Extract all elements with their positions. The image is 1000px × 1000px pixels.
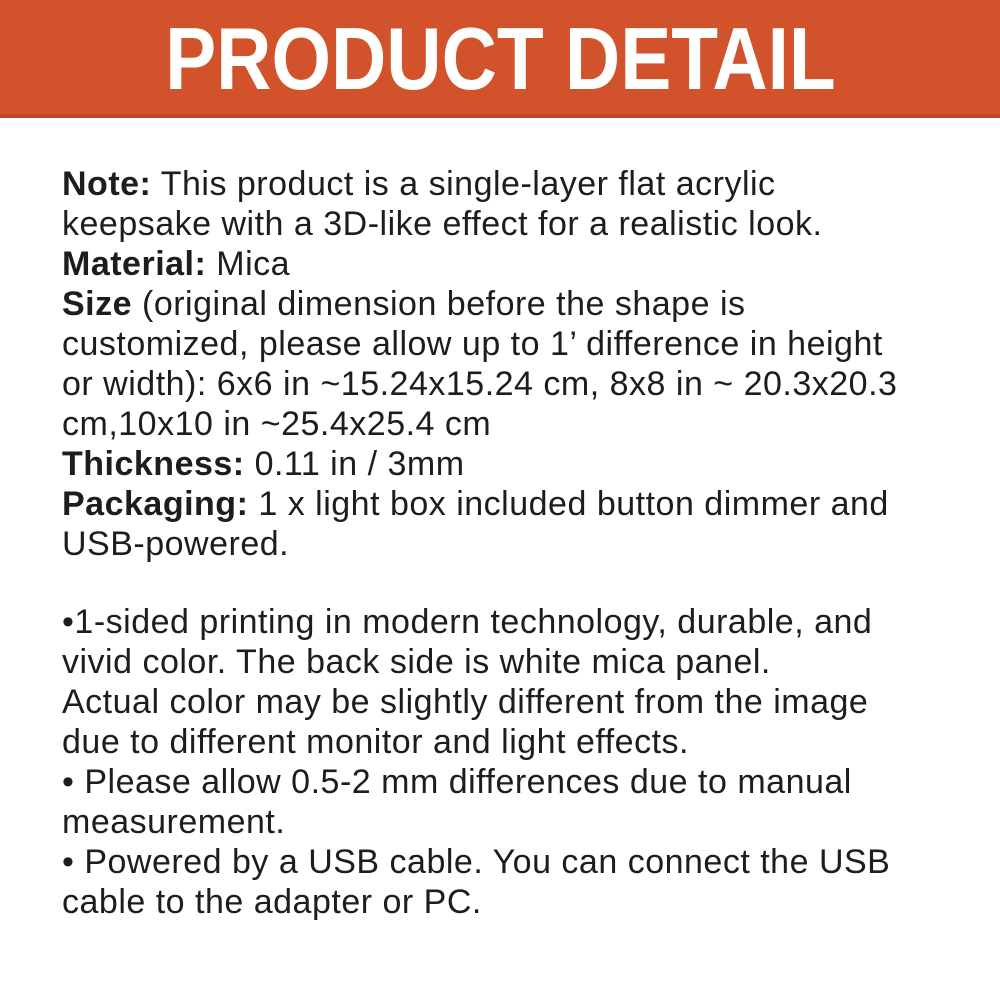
- header-banner: [0, 0, 1000, 118]
- page-title: PRODUCT DETAIL: [164, 9, 836, 108]
- spec-text: 1 x light box included button dimmer and: [248, 485, 889, 523]
- text-line: [62, 244, 960, 284]
- text-line: [62, 524, 960, 564]
- bullet-text: Actual color may be slightly different from the image: [62, 683, 869, 721]
- bullet-line: [62, 722, 960, 762]
- spec-text: This product is a single-layer flat acrylic: [151, 165, 776, 203]
- text-line: [62, 324, 960, 364]
- text-line: [62, 164, 960, 204]
- bullet-text: cable to the adapter or PC.: [62, 883, 482, 921]
- bullet-section: [62, 602, 960, 922]
- bullet-text: due to different monitor and light effects.: [62, 723, 689, 761]
- spec-text: cm,10x10 in ~25.4x25.4 cm: [62, 405, 492, 443]
- spec-text: or width): 6x6 in ~15.24x15.24 cm, 8x8 in ~ 20.3x20.3: [62, 365, 898, 403]
- bullet-text: • Please allow 0.5-2 mm differences due to manual: [62, 763, 852, 801]
- bullet-text: vivid color. The back side is white mica panel.: [62, 643, 771, 681]
- bullet-text: • Powered by a USB cable. You can connect the USB: [62, 843, 891, 881]
- spec-text: 0.11 in / 3mm: [244, 445, 465, 483]
- spec-label: Note:: [62, 165, 152, 203]
- spec-text: (original dimension before the shape is: [132, 285, 746, 323]
- spec-text: customized, please allow up to 1’ difference in height: [62, 325, 883, 363]
- text-line: [62, 444, 960, 484]
- text-line: [62, 364, 960, 404]
- spec-text: keepsake with a 3D-like effect for a realistic look.: [62, 205, 823, 243]
- bullet-line: [62, 882, 960, 922]
- spec-label: Thickness:: [62, 445, 245, 483]
- text-line: [62, 284, 960, 324]
- spec-label: Packaging:: [62, 485, 249, 523]
- bullet-line: [62, 802, 960, 842]
- spec-text: Mica: [206, 245, 291, 283]
- bullet-line: [62, 602, 960, 642]
- product-detail-body: [0, 118, 1000, 922]
- bullet-line: [62, 842, 960, 882]
- spec-text: USB-powered.: [62, 525, 290, 563]
- spec-label: Material:: [62, 245, 207, 283]
- bullet-line: [62, 682, 960, 722]
- spec-section: [62, 164, 960, 564]
- bullet-text: measurement.: [62, 803, 286, 841]
- spec-label: Size: [62, 285, 133, 323]
- text-line: [62, 404, 960, 444]
- bullet-line: [62, 762, 960, 802]
- text-line: [62, 204, 960, 244]
- bullet-line: [62, 642, 960, 682]
- bullet-text: •1-sided printing in modern technology, durable, and: [62, 603, 873, 641]
- text-line: [62, 484, 960, 524]
